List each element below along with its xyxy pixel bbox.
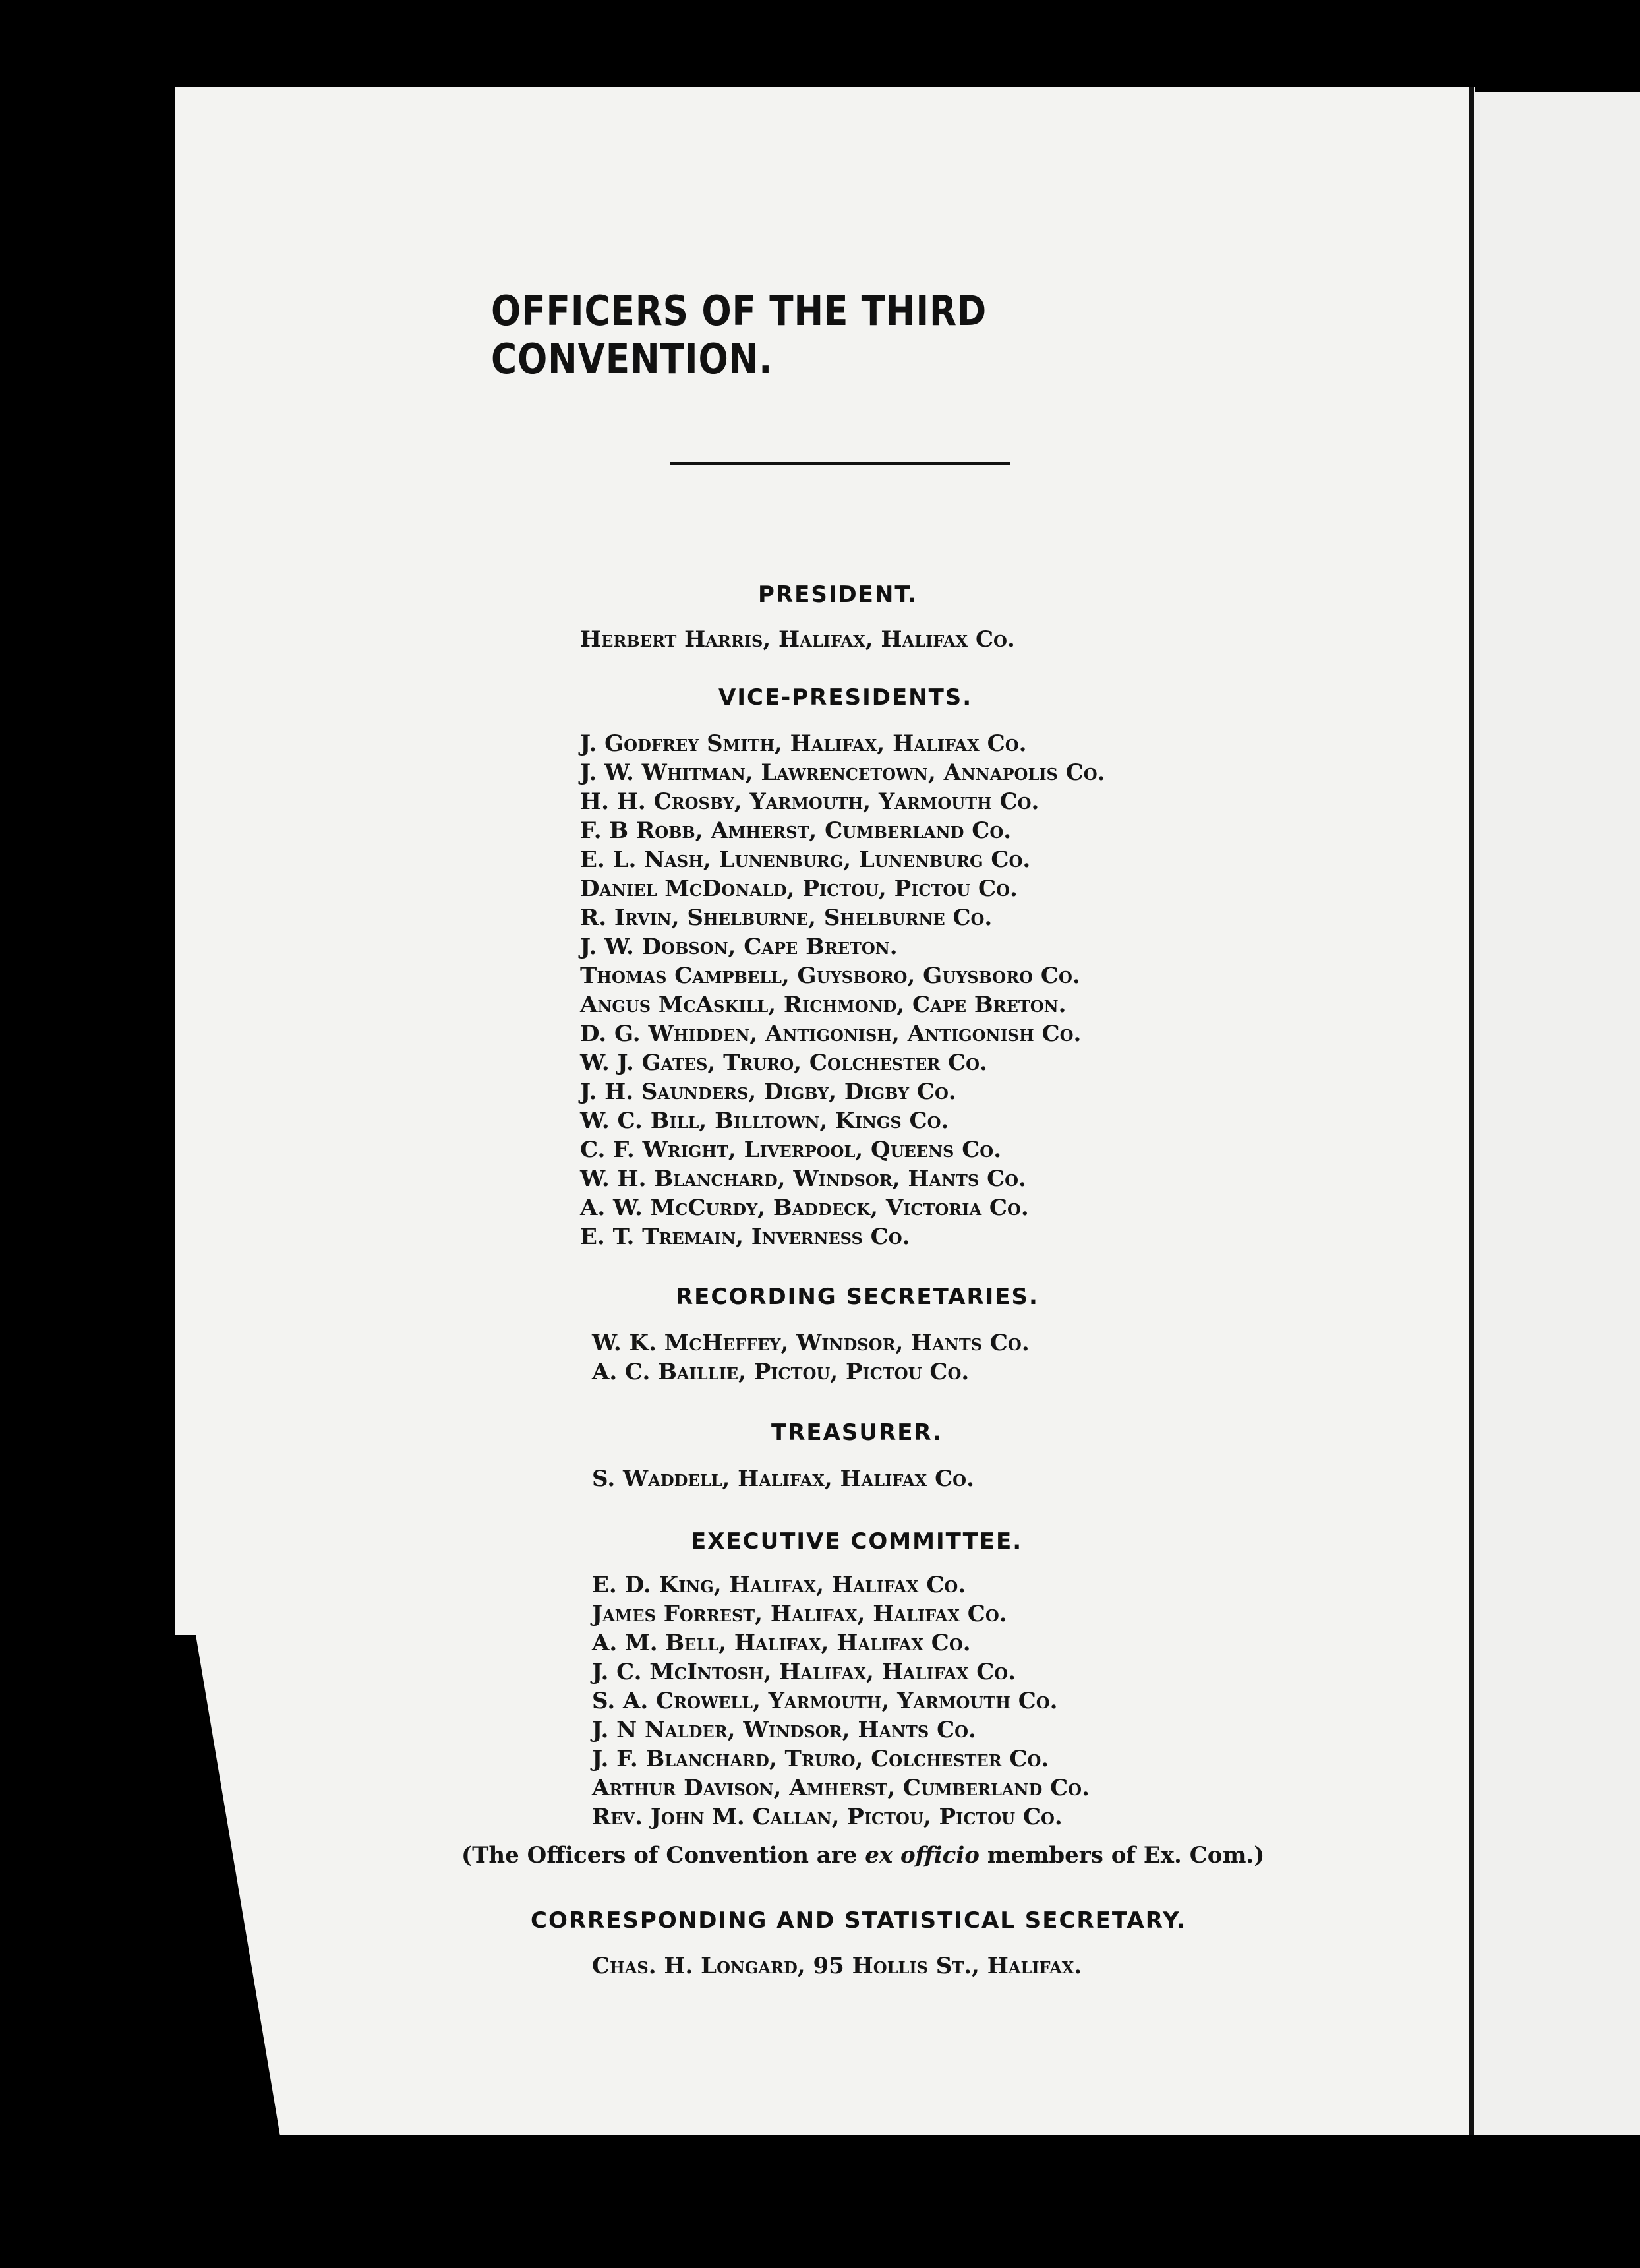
executive-committee-note (461, 1842, 1264, 1868)
note-text: members of Ex. Com.) (979, 1842, 1265, 1868)
vice-president-entry: E. T. Tremain, Inverness Co. (580, 1224, 910, 1250)
vice-president-entry: Thomas Campbell, Guysboro, Guysboro Co. (580, 963, 1080, 989)
executive-committee-entry: Arthur Davison, Amherst, Cumberland Co. (592, 1775, 1090, 1801)
vice-president-entry: C. F. Wright, Liverpool, Queens Co. (580, 1137, 1002, 1163)
vice-president-entry: W. H. Blanchard, Windsor, Hants Co. (580, 1166, 1026, 1192)
vice-president-entry: H. H. Crosby, Yarmouth, Yarmouth Co. (580, 789, 1040, 815)
vice-president-entry: D. G. Whidden, Antigonish, Antigonish Co. (580, 1021, 1082, 1047)
section-heading-executive-committee: EXECUTIVE COMMITTEE. (691, 1528, 1023, 1555)
vice-president-entry: Daniel McDonald, Pictou, Pictou Co. (580, 876, 1018, 902)
section-heading-corresponding-secretary: CORRESPONDING AND STATISTICAL SECRETARY. (531, 1907, 1186, 1934)
vice-president-entry: F. B Robb, Amherst, Cumberland Co. (580, 818, 1012, 844)
vice-president-entry: J. H. Saunders, Digby, Digby Co. (580, 1079, 956, 1105)
president-entry: Herbert Harris, Halifax, Halifax Co. (580, 626, 1015, 653)
vice-president-entry: J. W. Whitman, Lawrencetown, Annapolis Co. (580, 760, 1105, 786)
executive-committee-entry: James Forrest, Halifax, Halifax Co. (592, 1601, 1007, 1627)
executive-committee-entry: J. C. McIntosh, Halifax, Halifax Co. (592, 1659, 1016, 1685)
vice-president-entry: W. C. Bill, Billtown, Kings Co. (580, 1108, 949, 1134)
document-title: OFFICERS OF THE THIRD CONVENTION. (491, 287, 987, 383)
vice-president-entry: J. W. Dobson, Cape Breton. (580, 934, 898, 960)
corresponding-secretary-entry: Chas. H. Longard, 95 Hollis St., Halifax. (592, 1953, 1082, 1979)
vice-president-entry: A. W. McCurdy, Baddeck, Victoria Co. (580, 1195, 1029, 1221)
executive-committee-entry: J. N Nalder, Windsor, Hants Co. (592, 1717, 976, 1743)
executive-committee-entry: J. F. Blanchard, Truro, Colchester Co. (592, 1746, 1049, 1772)
treasurer-entry: S. Waddell, Halifax, Halifax Co. (592, 1466, 974, 1492)
section-heading-recording-secretaries: RECORDING SECRETARIES. (676, 1284, 1039, 1310)
executive-committee-entry: Rev. John M. Callan, Pictou, Pictou Co. (592, 1804, 1063, 1830)
vice-president-entry: R. Irvin, Shelburne, Shelburne Co. (580, 905, 993, 931)
executive-committee-entry: S. A. Crowell, Yarmouth, Yarmouth Co. (592, 1688, 1058, 1714)
recording-secretary-entry: W. K. McHeffey, Windsor, Hants Co. (592, 1330, 1030, 1356)
executive-committee-entry: E. D. King, Halifax, Halifax Co. (592, 1572, 966, 1598)
vice-president-entry: E. L. Nash, Lunenburg, Lunenburg Co. (580, 847, 1031, 873)
note-italic-text: ex officio (865, 1842, 980, 1868)
section-heading-vice-presidents: VICE-PRESIDENTS. (718, 684, 973, 711)
executive-committee-entry: A. M. Bell, Halifax, Halifax Co. (592, 1630, 971, 1656)
section-heading-treasurer: TREASURER. (771, 1419, 943, 1446)
vice-president-entry: Angus McAskill, Richmond, Cape Breton. (580, 992, 1067, 1018)
note-text: (The Officers of Convention are (461, 1842, 865, 1868)
vice-president-entry: J. Godfrey Smith, Halifax, Halifax Co. (580, 731, 1027, 757)
recording-secretary-entry: A. C. Baillie, Pictou, Pictou Co. (592, 1359, 970, 1385)
vice-president-entry: W. J. Gates, Truro, Colchester Co. (580, 1050, 987, 1076)
section-heading-president: PRESIDENT. (758, 582, 918, 608)
